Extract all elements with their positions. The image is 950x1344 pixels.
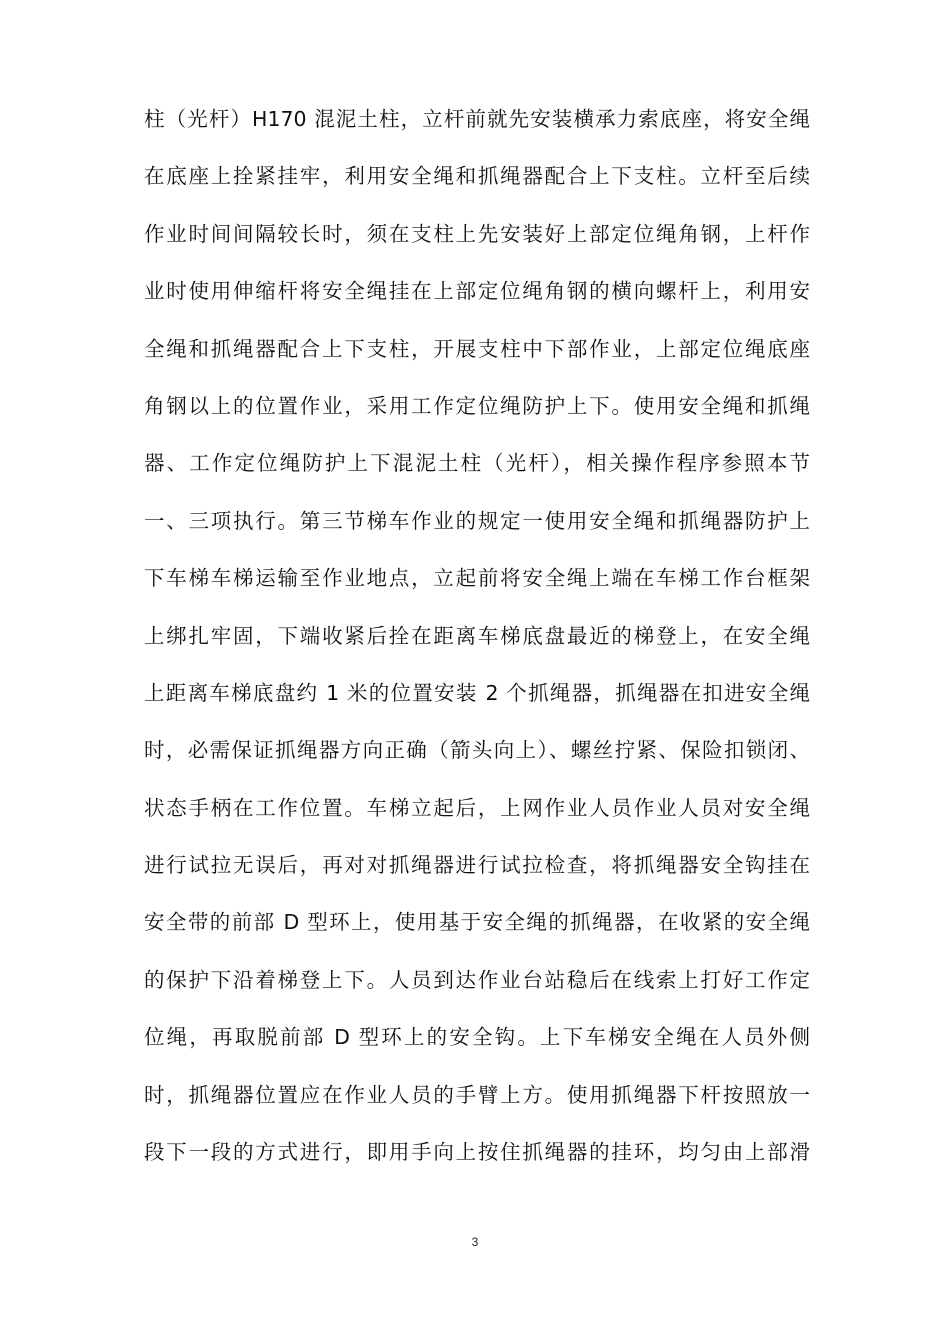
text-line: 下车梯车梯运输至作业地点，立起前将安全绳上端在车梯工作台框架 <box>144 566 810 591</box>
page-number: 3 <box>471 1235 479 1249</box>
text-line: 一、三项执行。第三节梯车作业的规定一使用安全绳和抓绳器防护上 <box>144 508 810 533</box>
text-line: 安全带的前部 D 型环上，使用基于安全绳的抓绳器，在收紧的安全绳 <box>144 910 810 935</box>
text-line: 器、工作定位绳防护上下混泥土柱（光杆），相关操作程序参照本节 <box>144 451 810 476</box>
text-line: 时，抓绳器位置应在作业人员的手臂上方。使用抓绳器下杆按照放一 <box>144 1082 810 1107</box>
text-line: 全绳和抓绳器配合上下支柱，开展支柱中下部作业，上部定位绳底座 <box>144 336 810 361</box>
text-line: 角钢以上的位置作业，采用工作定位绳防护上下。使用安全绳和抓绳 <box>144 393 810 418</box>
text-line: 位绳，再取脱前部 D 型环上的安全钩。上下车梯安全绳在人员外侧 <box>144 1025 810 1050</box>
body-text <box>144 91 810 1181</box>
text-line: 进行试拉无误后，再对对抓绳器进行试拉检查，将抓绳器安全钩挂在 <box>144 853 810 878</box>
text-line: 时，必需保证抓绳器方向正确（箭头向上）、螺丝拧紧、保险扣锁闭、 <box>144 738 810 763</box>
text-line: 上绑扎牢固，下端收紧后拴在距离车梯底盘最近的梯登上，在安全绳 <box>144 623 810 648</box>
text-line: 在底座上拴紧挂牢，利用安全绳和抓绳器配合上下支柱。立杆至后续 <box>144 164 810 189</box>
text-line: 状态手柄在工作位置。车梯立起后，上网作业人员作业人员对安全绳 <box>144 795 810 820</box>
text-line: 的保护下沿着梯登上下。人员到达作业台站稳后在线索上打好工作定 <box>144 967 810 992</box>
text-line: 业时使用伸缩杆将安全绳挂在上部定位绳角钢的横向螺杆上，利用安 <box>144 279 810 304</box>
text-line: 段下一段的方式进行，即用手向上按住抓绳器的挂环，均匀由上部滑 <box>144 1140 810 1165</box>
text-line: 柱（光杆）H170 混泥土柱，立杆前就先安装横承力索底座，将安全绳 <box>144 107 810 131</box>
text-line: 上距离车梯底盘约 1 米的位置安装 2 个抓绳器，抓绳器在扣进安全绳 <box>144 680 810 705</box>
text-line: 作业时间间隔较长时，须在支柱上先安装好上部定位绳角钢，上杆作 <box>144 221 810 246</box>
